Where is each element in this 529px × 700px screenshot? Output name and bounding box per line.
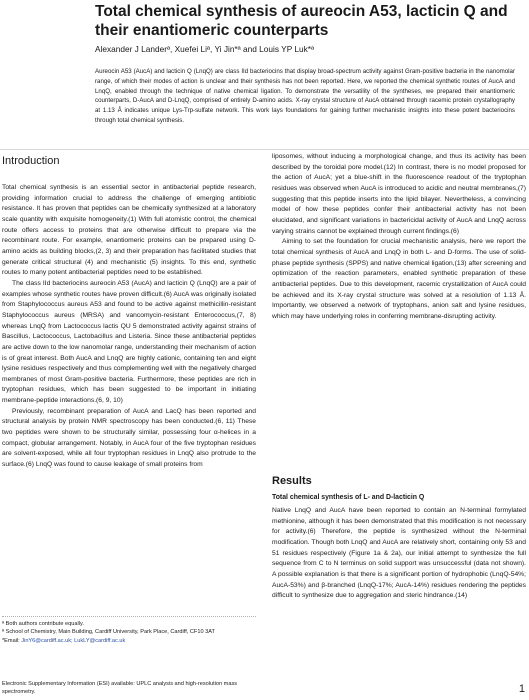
footnote-affiliation: ª School of Chemistry, Main Building, Cardiff University, Park Place, Cardiff, CF10 3AT bbox=[2, 629, 215, 636]
intro-paragraph-1: Total chemical synthesis is an essential sector in antibacterial peptide research, providing information crucial to address the challenge of emerging antibiotic resistance. It has proven that peptides can be chemically synthesized at a laboratory scale quantity with exquisite homogeneity.(1) With full atomistic control, the chemical route offers access to proteins that are otherwise difficult to prepare via the recombinant route. For example, enantiomeric proteins can be prepared using D-amino acids as building blocks,(2, 3) and their preparation has facilitated studies that generate critical structural (4) and mechanistic (5) insights. To this end, synthetic routes to many potent antibacterial peptides need to be established. bbox=[2, 184, 256, 277]
abstract: Aureocin A53 (AucA) and lacticin Q (LnqQ) are class IId bacteriocins that display broad-spectrum activity against Gram-positive bacteria in the nanomolar range, of which their modes of action is unclear and their synthesis has not been reported. Here, we reported the chemical synthetic routes of AucA and LnqQ, enabled through the technique of native chemical ligation. To demonstrate the versatility of the syntheses, we prepared their enantiomeric counterparts, D-AucA and D-LnqQ, comprised of entirely D-amino acids. X-ray crystal structure of AucA obtained through racemic protein crystallography at 1.13 Å indicates unique Lys-Trp-sulfate network. This work lays foundations for gaining further mechanistic insights into these potent bacteriocins through total chemical synthesis. bbox=[95, 68, 515, 124]
results-subheading: Total chemical synthesis of L- and D-lacticin Q bbox=[272, 494, 425, 501]
right-column bbox=[272, 152, 526, 323]
footnote-email bbox=[2, 637, 256, 645]
esi-note: Electronic Supplementary Information (ESI) available: UPLC analysis and high-resolution mass spectrometry. bbox=[2, 681, 238, 696]
author-list: Alexander J Landerª, Xuefei Liª, Yi Jin*ª and Louis YP Luk*ª bbox=[95, 44, 315, 54]
introduction-heading: Introduction bbox=[2, 155, 60, 167]
email-link[interactable]: JinY6@cardiff.ac.uk; LukLY@cardiff.ac.uk bbox=[21, 637, 126, 644]
left-column bbox=[2, 183, 256, 471]
intro-paragraph-4: liposomes, without inducing a morphological change, and thus its activity has been described by the toroidal pore model.(12) In contrast, there is no model proposed for the action of AucA; yet a blue-shift in the fluorescence readout of the tryptophan residues was observed when AucA is introduced to acidic and neutral membranes,(7) suggesting that this peptide inserts into the lipid bilayer. Nevertheless, a convincing model of how these peptides confer their antibacterial activity has not been elucidated, and significant variations in bactericidal activity of AucA and LnqQ across varying strains cannot be explained through current findings.(6) bbox=[272, 153, 526, 235]
results-paragraph-1: Native LnqQ and AucA have been reported to contain an N-terminal formylated methionine, although it has been demonstrated that this modification is not necessary for activity.(6) Therefore, the peptide is synthesized without the N-terminal modification. Though both LnqQ and AucA are relatively short, containing only 53 and 51 residues respectively (Figure 1a & 2a), our initial attempt to synthesize the full sequence from C to N terminus on solid support was unsuccessful (data not shown). A possible explanation is that there is a significant portion of hydrophobic (LnqQ-54%; AucA-53%) and β-branched (LnqQ-17%; AucA-14%) residues rendering the peptides difficult to synthesize due to aggregation and steric hindrance.(14) bbox=[272, 507, 526, 600]
intro-paragraph-5: Aiming to set the foundation for crucial mechanistic analysis, here we report the total chemical synthesis of AucA and LnqQ in both L- and D-forms. The use of solid-phase peptide synthesis (SPPS) and native chemical ligation,(13) after screening and optimization of the reaction parameters, enabled synthetic preparation of these antibacterial peptides. Due to this development, racemic crystallization of AucA could be achieved and its X-ray crystal structure was solved at a resolution of 1.13 Å. Importantly, we observed a network of tryptophans, anion salt and lysine residues, which may have underlying roles in conferring membrane-disrupting activity. bbox=[272, 238, 526, 320]
page-number: 1 bbox=[518, 683, 525, 695]
email-label: *Email: bbox=[2, 637, 22, 644]
footnotes bbox=[2, 620, 256, 645]
footnote-divider bbox=[2, 616, 256, 617]
intro-paragraph-2: The class IId bacteriocins aureocin A53 (AucA) and lacticin Q (LnqQ) are a pair of examples whose synthetic routes have proven difficult.(6) AucA was originally isolated from Staphylococcus aureus A53 and found to be active against methicillin-resistant Staphylococcus aureus (MRSA) and vancomycin-resistant Enterococcus,(7, 8) whereas LnqQ from Lactococcus lactis QU 5 demonstrated activity against strains of Bascillus, Lactococcus, Lactobacillus and Listeria. Since these antibacterial peptides are active down to the low nanomolar range, understanding their mechanism of action is of great interest. Both AucA and LnqQ are highly cationic, containing ten and eight lysine residues respectively and thus complementing well with the negatively charged membranes of most Gram-positive bacteria. Furthermore, these peptides are rich in tryptophan residues, which has been suggested to be important in initiating membrane-peptide interactions.(6, 9, 10) bbox=[2, 279, 256, 405]
intro-paragraph-3: Previously, recombinant preparation of AucA and LacQ has been reported and structural analysis by protein NMR spectroscopy has been conducted.(6, 11) These two peptides were shown to be structurally similar, possessing four α-helices in a compact, globular arrangement. Notably, in AucA four of the five tryptophan residues are solvent-exposed, while all four tryptophan residues in LnqQ also protrude to the surface.(6) LnqQ was found to cause leakage of small proteins from bbox=[2, 407, 256, 469]
results-heading: Results bbox=[272, 475, 312, 487]
paper-title: Total chemical synthesis of aureocin A53, lacticin Q and their enantiomeric counterparts bbox=[95, 3, 508, 39]
results-column bbox=[272, 506, 526, 602]
abstract-divider bbox=[0, 149, 529, 150]
footnote-equal-contribution: ª Both authors contribute equally. bbox=[2, 621, 84, 627]
